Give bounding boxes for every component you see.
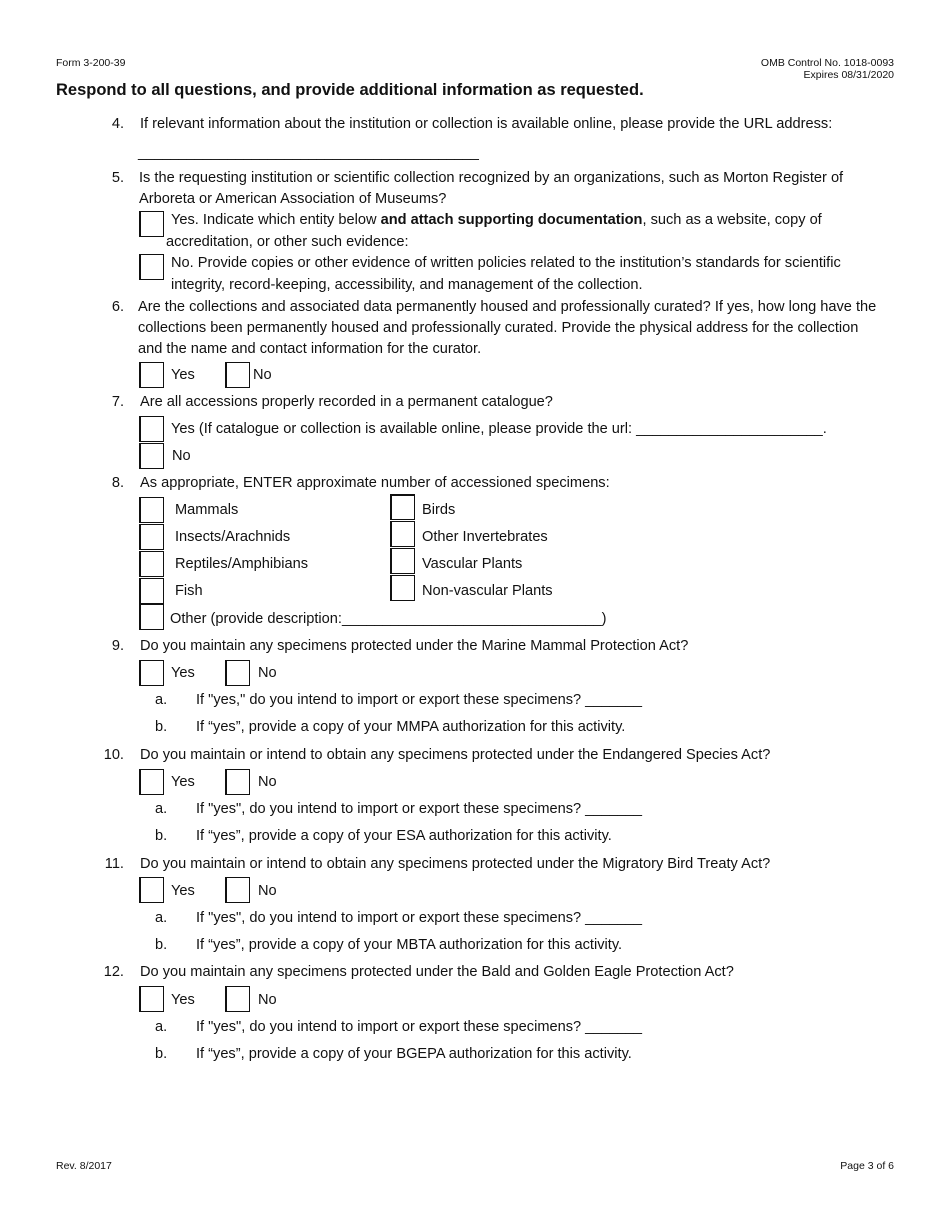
q8-birds-label: Birds — [422, 502, 456, 518]
q9-b-text: If “yes”, provide a copy of your MMPA authorization for this activity. — [196, 719, 626, 735]
revision-date: Rev. 8/2017 — [56, 1160, 112, 1172]
q9-number: 9. — [111, 638, 124, 654]
q7-number: 7. — [111, 394, 124, 410]
q8-number: 8. — [111, 475, 124, 491]
q5-text: Is the requesting institution or scientific collection recognized by an organizations, such as Morton Register of Arboreta or American Association of Museums? — [139, 170, 844, 207]
q12-b-text: If “yes”, provide a copy of your BGEPA authorization for this activity. — [196, 1046, 632, 1062]
q8-mammals-box[interactable] — [139, 497, 164, 523]
q6-yes-checkbox[interactable] — [139, 362, 164, 388]
q12-yes-label: Yes — [171, 992, 195, 1008]
q11-yes-checkbox[interactable] — [139, 877, 164, 903]
q8-mammals-label: Mammals — [175, 502, 239, 518]
q9-no-label: No — [258, 665, 277, 681]
q9-no-checkbox[interactable] — [225, 660, 250, 686]
q10-b-label: b. — [155, 828, 168, 844]
q8-nonvascular-plants-box[interactable] — [390, 575, 415, 601]
expiration-date: Expires 08/31/2020 — [803, 69, 894, 81]
q8-other-box[interactable] — [139, 604, 164, 630]
q11-text: Do you maintain or intend to obtain any specimens protected under the Migratory Bird Treaty Act? — [140, 856, 771, 872]
q9-text: Do you maintain any specimens protected under the Marine Mammal Protection Act? — [140, 638, 689, 654]
q12-no-checkbox[interactable] — [225, 986, 250, 1012]
q12-b-label: b. — [155, 1046, 168, 1062]
q6-text: Are the collections and associated data permanently housed and professionally curated? If yes, how long have the collections been permanently housed and professionally curated. Provide the physical address for the collection and the name and contact information for the curator. — [138, 299, 877, 357]
form-number: Form 3-200-39 — [56, 57, 126, 69]
q5-no-checkbox[interactable] — [139, 254, 164, 280]
q10-no-checkbox[interactable] — [225, 769, 250, 795]
q9-yes-label: Yes — [171, 665, 195, 681]
q8-nonvascular-plants-label: Non-vascular Plants — [422, 583, 553, 599]
q4-url-field[interactable]: __________________________________________ — [138, 145, 479, 161]
q4-number: 4. — [111, 116, 124, 132]
q5-yes-label-cont: accreditation, or other such evidence: — [166, 234, 409, 250]
q5-yes-checkbox[interactable] — [139, 211, 164, 237]
q6-no-checkbox[interactable] — [225, 362, 250, 388]
q4-text: If relevant information about the institution or collection is available online, please provide the URL address: — [140, 116, 833, 132]
q8-vascular-plants-label: Vascular Plants — [422, 556, 523, 572]
q10-b-text: If “yes”, provide a copy of your ESA authorization for this activity. — [196, 828, 612, 844]
q10-a-label: a. — [155, 801, 168, 817]
q11-no-checkbox[interactable] — [225, 877, 250, 903]
q8-insects-label: Insects/Arachnids — [175, 529, 291, 545]
q11-b-text: If “yes”, provide a copy of your MBTA authorization for this activity. — [196, 937, 623, 953]
q5-no-label-cont: integrity, record-keeping, accessibility, and management of the collection. — [171, 277, 643, 293]
page-title: Respond to all questions, and provide additional information as requested. — [56, 81, 644, 99]
q10-text: Do you maintain or intend to obtain any specimens protected under the Endangered Species Act? — [140, 747, 771, 763]
q5-number: 5. — [111, 170, 124, 186]
q8-text: As appropriate, ENTER approximate number of accessioned specimens: — [140, 475, 610, 491]
q9-a-text: If "yes," do you intend to import or export these specimens? _______ — [196, 692, 643, 708]
q12-a-label: a. — [155, 1019, 168, 1035]
q11-b-label: b. — [155, 937, 168, 953]
q12-a-text: If "yes", do you intend to import or export these specimens? _______ — [196, 1019, 643, 1035]
q11-number: 11. — [104, 856, 124, 872]
q6-no-label: No — [253, 367, 272, 383]
q8-reptiles-box[interactable] — [139, 551, 164, 577]
q10-a-text: If "yes", do you intend to import or export these specimens? _______ — [196, 801, 643, 817]
q8-invertebrates-label: Other Invertebrates — [422, 529, 548, 545]
q12-no-label: No — [258, 992, 277, 1008]
q7-yes-checkbox[interactable] — [139, 416, 164, 442]
q10-yes-checkbox[interactable] — [139, 769, 164, 795]
q8-reptiles-label: Reptiles/Amphibians — [175, 556, 309, 572]
q8-fish-box[interactable] — [139, 578, 164, 604]
q6-yes-label: Yes — [171, 367, 195, 383]
q6-number: 6. — [111, 299, 124, 315]
q10-no-label: No — [258, 774, 277, 790]
q5-yes-label: Yes. Indicate which entity below and attach supporting documentation, such as a website, copy of — [171, 212, 822, 228]
q9-b-label: b. — [155, 719, 168, 735]
q12-text: Do you maintain any specimens protected under the Bald and Golden Eagle Protection Act? — [140, 964, 734, 980]
q11-yes-label: Yes — [171, 883, 195, 899]
q8-birds-box[interactable] — [390, 494, 415, 520]
page-number: Page 3 of 6 — [840, 1160, 894, 1172]
q8-vascular-plants-box[interactable] — [390, 548, 415, 574]
q11-no-label: No — [258, 883, 277, 899]
q11-a-text: If "yes", do you intend to import or export these specimens? _______ — [196, 910, 643, 926]
q9-yes-checkbox[interactable] — [139, 660, 164, 686]
q12-number: 12. — [103, 964, 124, 980]
q8-invertebrates-box[interactable] — [390, 521, 415, 547]
q8-other-label[interactable]: Other (provide description:________________________________) — [170, 611, 607, 627]
q7-yes-label: Yes (If catalogue or collection is available online, please provide the url: _______________________. — [171, 421, 827, 437]
q10-yes-label: Yes — [171, 774, 195, 790]
q7-text: Are all accessions properly recorded in a permanent catalogue? — [140, 394, 553, 410]
q12-yes-checkbox[interactable] — [139, 986, 164, 1012]
q8-fish-label: Fish — [175, 583, 203, 599]
q9-a-label: a. — [155, 692, 168, 708]
omb-control-number: OMB Control No. 1018-0093 — [760, 57, 894, 69]
q7-no-label: No — [172, 448, 191, 464]
q5-no-label: No. Provide copies or other evidence of written policies related to the institution’s standards for scientific — [171, 255, 841, 271]
q7-no-checkbox[interactable] — [139, 443, 164, 469]
q11-a-label: a. — [155, 910, 168, 926]
q10-number: 10. — [103, 747, 124, 763]
q8-insects-box[interactable] — [139, 524, 164, 550]
